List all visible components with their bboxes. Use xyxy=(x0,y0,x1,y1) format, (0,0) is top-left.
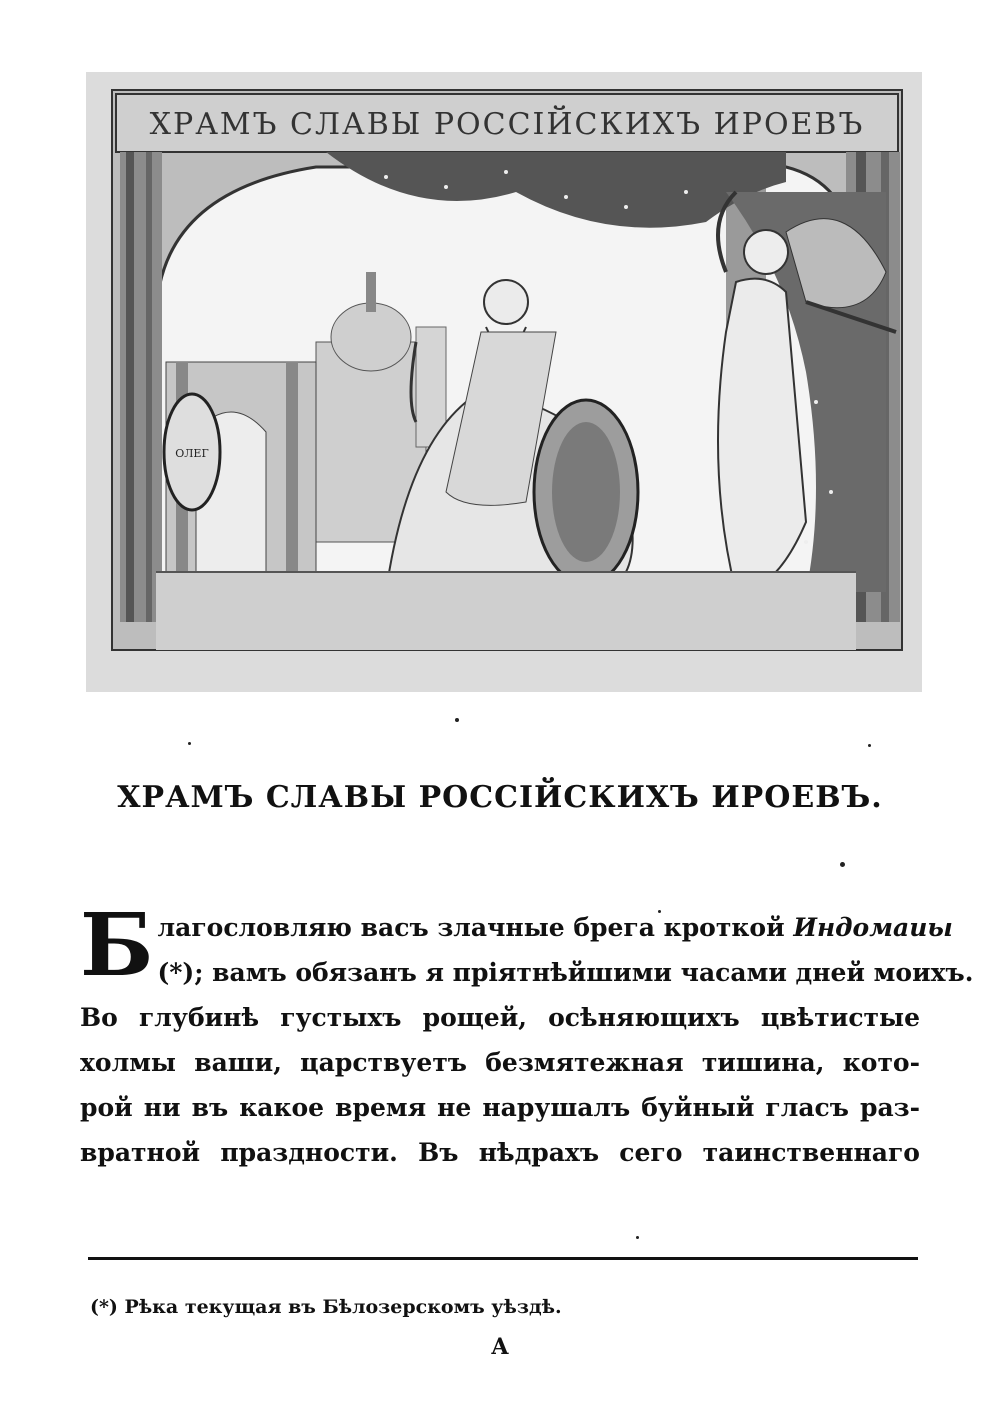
line-1-text: лагословляю васъ злачные брега кроткой xyxy=(157,913,794,942)
drop-cap: Б xyxy=(80,895,154,996)
paragraph-line-3: Во глубинѣ густыхъ рощей, осѣняющихъ цвѣтистые xyxy=(80,1003,920,1032)
footnote: (*) Рѣка текущая въ Бѣлозерскомъ уѣздѣ. xyxy=(90,1296,562,1318)
print-speck xyxy=(455,718,459,722)
page-heading: ХРАМЪ СЛАВЫ РОССІЙСКИХЪ ИРОЕВЪ. xyxy=(117,780,883,815)
print-speck xyxy=(868,744,871,747)
banner-text: ХРАМЪ СЛАВЫ РОССІЙСКИХЪ ИРОЕВЪ xyxy=(149,107,865,142)
medallion-text: ОЛЕГ xyxy=(175,447,209,460)
river-name: Индомаиы xyxy=(793,913,953,942)
print-speck xyxy=(636,1236,639,1239)
paragraph-line-4: холмы ваши, царствуетъ безмятежная тишина, кото- xyxy=(80,1048,920,1077)
engraving-illustration xyxy=(86,72,922,692)
signature-mark: А xyxy=(491,1334,509,1360)
paragraph-line-5: рой ни въ какое время не нарушалъ буйный гласъ раз- xyxy=(80,1093,920,1122)
print-speck xyxy=(658,910,661,913)
paragraph-line-2: (*); вамъ обязанъ я пріятнѣйшими часами дней моихъ. xyxy=(157,958,974,987)
body-paragraph xyxy=(80,895,974,1175)
footnote-divider xyxy=(88,1257,918,1260)
print-speck xyxy=(188,742,191,745)
paragraph-line-6: вратной праздности. Въ нѣдрахъ сего таинственнаго xyxy=(80,1138,920,1167)
paragraph-line-1 xyxy=(80,905,953,950)
print-speck xyxy=(840,862,845,867)
